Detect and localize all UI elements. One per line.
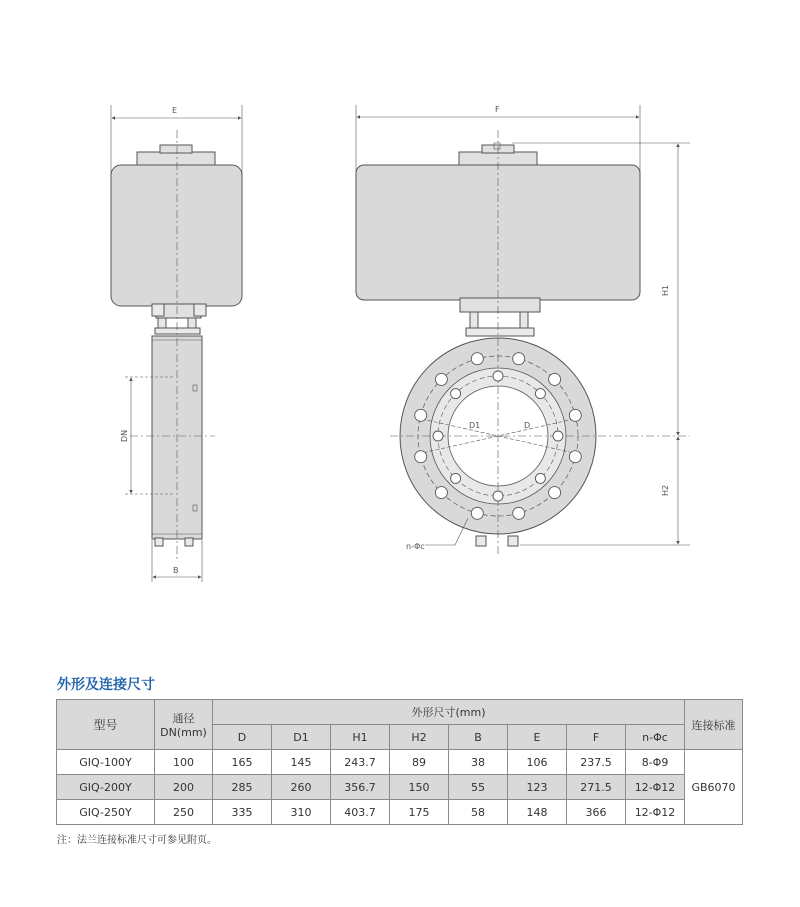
table-row [57, 750, 743, 775]
cell-holes: 12-Φ12 [626, 800, 685, 825]
dim-label-h2: H2 [661, 484, 670, 496]
dimensions-table [56, 699, 743, 825]
subheader-f: F [567, 725, 626, 750]
cell-e: 106 [508, 750, 567, 775]
cell-b: 38 [449, 750, 508, 775]
header-dn-line2: DN(mm) [160, 726, 207, 739]
cell-holes: 12-Φ12 [626, 775, 685, 800]
cell-model: GIQ-250Y [57, 800, 155, 825]
dim-label-e: E [172, 106, 178, 115]
header-model: 型号 [57, 700, 155, 750]
bolt-hole [549, 373, 561, 385]
cell-d: 285 [213, 775, 272, 800]
bolt-hole [415, 409, 427, 421]
cell-h1: 403.7 [331, 800, 390, 825]
bolt-hole [549, 487, 561, 499]
subheader-holes: n-Φc [626, 725, 685, 750]
cell-model: GIQ-200Y [57, 775, 155, 800]
header-dn [155, 700, 213, 750]
front-view [356, 105, 690, 555]
dim-label-holes: n-Φc [406, 542, 425, 551]
bolt-hole [493, 371, 503, 381]
side-view [111, 105, 242, 582]
cell-f: 237.5 [567, 750, 626, 775]
cell-d1: 310 [272, 800, 331, 825]
cell-standard: GB6070 [685, 750, 743, 825]
cell-f: 366 [567, 800, 626, 825]
cell-h1: 243.7 [331, 750, 390, 775]
bolt-hole [569, 451, 581, 463]
subheader-h1: H1 [331, 725, 390, 750]
bolt-hole [435, 487, 447, 499]
cell-d: 335 [213, 800, 272, 825]
bolt-hole [553, 431, 563, 441]
cell-h2: 89 [390, 750, 449, 775]
cell-f: 271.5 [567, 775, 626, 800]
cell-dn: 200 [155, 775, 213, 800]
bolt-hole [535, 389, 545, 399]
section-title: 外形及连接尺寸 [57, 677, 155, 693]
cell-d: 165 [213, 750, 272, 775]
cell-h2: 150 [390, 775, 449, 800]
dim-label-d: D [524, 421, 531, 430]
bolt-hole [471, 353, 483, 365]
dim-label-dn: DN [120, 429, 129, 442]
bolt-hole [471, 507, 483, 519]
cell-e: 123 [508, 775, 567, 800]
cell-h1: 356.7 [331, 775, 390, 800]
subheader-e: E [508, 725, 567, 750]
cell-d1: 260 [272, 775, 331, 800]
subheader-d1: D1 [272, 725, 331, 750]
cell-e: 148 [508, 800, 567, 825]
bolt-hole [451, 473, 461, 483]
subheader-h2: H2 [390, 725, 449, 750]
dim-label-h1: H1 [661, 284, 670, 296]
table-row [57, 800, 743, 825]
cell-model: GIQ-100Y [57, 750, 155, 775]
header-dims: 外形尺寸(mm) [213, 700, 685, 725]
cell-d1: 145 [272, 750, 331, 775]
footnote: 注：法兰连接标准尺寸可参见附页。 [57, 835, 217, 846]
cell-dn: 100 [155, 750, 213, 775]
cell-holes: 8-Φ9 [626, 750, 685, 775]
cell-h2: 175 [390, 800, 449, 825]
subheader-d: D [213, 725, 272, 750]
bolt-hole [451, 389, 461, 399]
dim-label-f: F [495, 105, 500, 114]
dim-label-b: B [173, 566, 179, 575]
bolt-hole [433, 431, 443, 441]
cell-b: 58 [449, 800, 508, 825]
bolt-hole [435, 373, 447, 385]
header-dn-line1: 通径 [172, 712, 195, 725]
dim-label-d1: D1 [469, 421, 481, 430]
bolt-hole [569, 409, 581, 421]
cell-b: 55 [449, 775, 508, 800]
subheader-b: B [449, 725, 508, 750]
bolt-hole [513, 353, 525, 365]
bolt-hole [535, 473, 545, 483]
bolt-hole [513, 507, 525, 519]
table-row [57, 775, 743, 800]
header-standard: 连接标准 [685, 700, 743, 750]
cell-dn: 250 [155, 800, 213, 825]
bolt-hole [493, 491, 503, 501]
bolt-hole [415, 451, 427, 463]
